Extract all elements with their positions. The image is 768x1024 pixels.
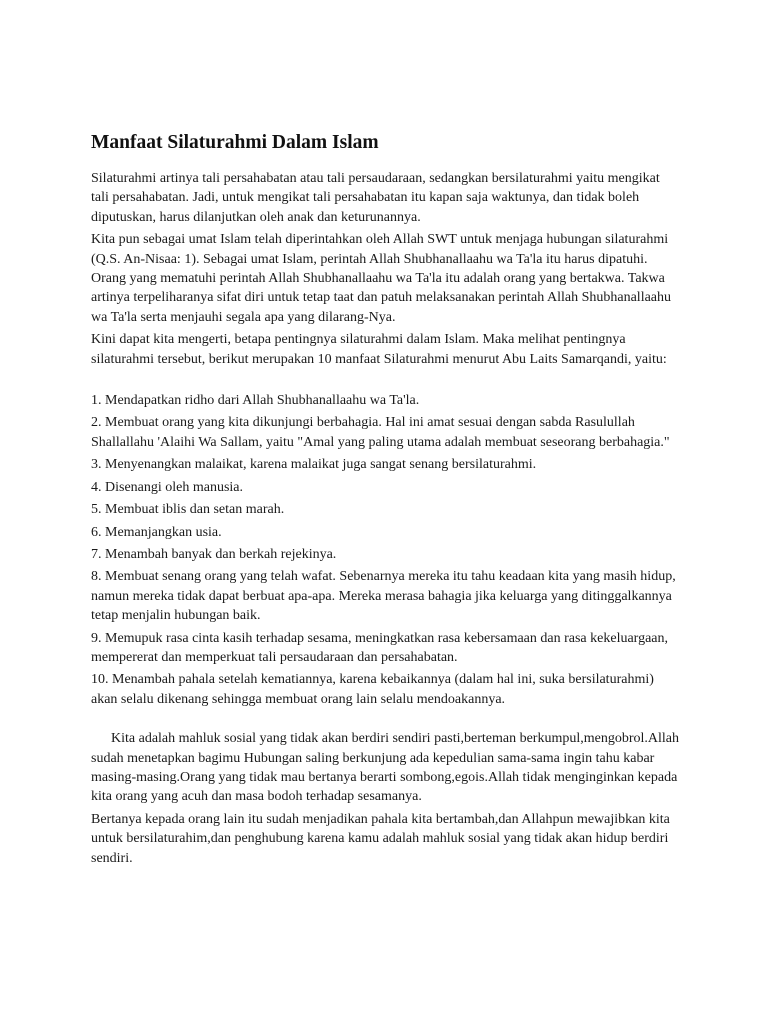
intro-paragraph-2: Kita pun sebagai umat Islam telah diperintahkan oleh Allah SWT untuk menjaga hubungan silaturahmi (Q.S. An-Nisaa: 1). Sebagai umat Islam, perintah Allah Shubhanallaahu wa Ta'la itu harus dipatuhi. Orang yang mematuhi perintah Allah Shubhanallaahu wa Ta'la itu adalah orang yang bertakwa. Takwa artinya terpeliharanya sifat diri untuk tetap taat dan patuh melaksanakan perintah Allah Shubhanallaahu wa Ta'la serta menjauhi segala apa yang dilarang-Nya. [91, 232, 672, 325]
benefits-list [91, 391, 681, 709]
list-item: 5. Membuat iblis dan setan marah. [91, 502, 285, 518]
intro-paragraph-3: Kini dapat kita mengerti, betapa pentingnya silaturahmi dalam Islam. Maka melihat pentingnya silaturahmi tersebut, berikut merupakan 10 manfaat Silaturahmi menurut Abu Laits Samarqandi, yaitu: [91, 332, 667, 367]
closing-paragraph-2: Bertanya kepada orang lain itu sudah menjadikan pahala kita bertambah,dan Allahpun mewajibkan kita untuk bersilaturahim,dan penghubung karena kamu adalah mahluk sosial yang tidak akan hidup berdiri sendiri. [91, 811, 670, 866]
list-item: 4. Disenangi oleh manusia. [91, 479, 244, 495]
list-item: 7. Menambah banyak dan berkah rejekinya. [91, 546, 337, 562]
list-item: 10. Menambah pahala setelah kematiannya, karena kebaikannya (dalam hal ini, suka bersilaturahmi) akan selalu dikenang sehingga membuat orang lain selalu mendoakannya. [91, 672, 654, 707]
list-item: 9. Memupuk rasa cinta kasih terhadap sesama, meningkatkan rasa kebersamaan dan rasa kekeluargaan, mempererat dan memperkuat tali persaudaraan dan persahabatan. [91, 630, 669, 665]
list-item: 1. Mendapatkan ridho dari Allah Shubhanallaahu wa Ta'la. [91, 393, 420, 409]
closing-paragraph-1: Kita adalah mahluk sosial yang tidak akan berdiri sendiri pasti,berteman berkumpul,mengobrol.Allah sudah menetapkan bagimu Hubungan saling berkunjung ada kepedulian sama-sama ingin tahu kabar masing-masing.Orang yang tidak mau bertanya berarti sombong,egois.Allah tidak menginginkan kepada kita orang yang acuh dan masa bodoh terhadap sesamanya. [91, 731, 680, 805]
list-item: 2. Membuat orang yang kita dikunjungi berbahagia. Hal ini amat sesuai dengan sabda Rasulullah Shallallahu 'Alaihi Wa Sallam, yaitu "Amal yang paling utama adalah membuat seseorang berbahagia." [91, 415, 670, 450]
document-page [91, 130, 681, 871]
list-item: 3. Menyenangkan malaikat, karena malaikat juga sangat senang bersilaturahmi. [91, 457, 537, 473]
intro-paragraph-1: Silaturahmi artinya tali persahabatan atau tali persaudaraan, sedangkan bersilaturahmi yaitu mengikat tali persahabatan. Jadi, untuk mengikat tali persahabatan itu kapan saja waktunya, dan tidak boleh diputuskan, harus dilanjutkan oleh anak dan keturunannya. [91, 171, 660, 225]
closing-section [91, 729, 681, 868]
page-title: Manfaat Silaturahmi Dalam Islam [91, 132, 379, 153]
list-item: 6. Memanjangkan usia. [91, 524, 222, 540]
list-item: 8. Membuat senang orang yang telah wafat. Sebenarnya mereka itu tahu keadaan kita yang masih hidup, namun mereka tidak dapat berbuat apa-apa. Mereka merasa bahagia jika keluarga yang ditinggalkannya tetap menjalin hubungan baik. [91, 569, 676, 624]
intro-section [91, 169, 681, 369]
